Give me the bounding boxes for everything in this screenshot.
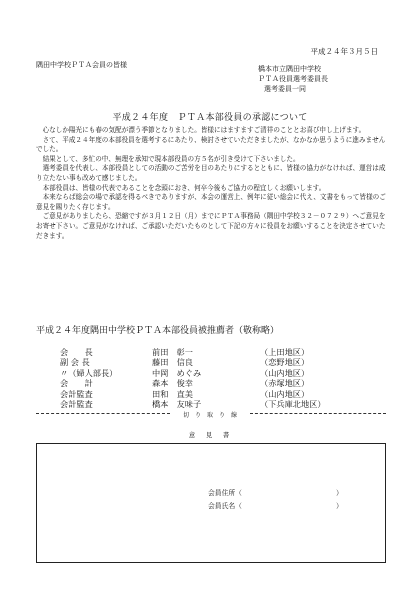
member-name-field[interactable]: [208, 500, 343, 510]
officer-role: 〃（婦人部長）: [60, 367, 118, 378]
member-name-label: 会員氏名（: [208, 502, 242, 510]
officer-list: [60, 347, 370, 409]
officer-row: [60, 389, 370, 399]
body-paragraph: 結果として、多忙の中、無理を承知で現本部役員の方５名が引き受けて下さいました。: [36, 154, 300, 163]
officer-area: （恋野地区）: [260, 357, 310, 368]
officer-area: （赤塚地区）: [260, 378, 310, 389]
officer-name: 森本 俊幸: [152, 378, 193, 389]
member-name-close: ）: [336, 502, 343, 510]
officer-row: [60, 357, 370, 367]
member-address-label: 会員住所（: [208, 489, 242, 497]
cut-line-right: [250, 413, 386, 414]
officer-row: [60, 399, 370, 409]
officer-row: [60, 347, 370, 357]
document-title: 平成２４年度 ＰＴＡ本部役員の承認について: [112, 113, 308, 123]
body-paragraph: 心なしか陽光にも春の気配が漂う季節となりました。皆様にはますますご清祥のこととお喜び申し上げます。: [36, 126, 366, 134]
body-paragraph: 本部役員は、皆様の代表であることを念頭におき、何卒今後もご協力の程宜しくお願いします。: [36, 183, 326, 192]
officer-name: 田和 直美: [152, 388, 193, 399]
officer-area: （山内地区）: [260, 388, 310, 399]
document-date: 平成２４年３月５日: [310, 47, 378, 56]
sender-committee-chair: ＰＴＡ役員選考委員長: [258, 75, 328, 83]
officer-role: 会 計: [60, 378, 93, 389]
officer-list-title: 平成２４年度隅田中学校ＰＴＡ本部役員被推薦者（敬称略）: [36, 326, 280, 336]
member-address-field[interactable]: [208, 487, 343, 497]
opinion-form-title: 意 見 書: [188, 431, 232, 439]
officer-name: 藤田 信良: [152, 357, 193, 368]
officer-area: （山内地区）: [260, 367, 310, 378]
officer-role: 会計監査: [60, 399, 93, 410]
officer-role: 会 長: [60, 347, 93, 357]
officer-area: （下兵庫北地区）: [260, 399, 326, 410]
sender-school: 橋本市立隅田中学校: [258, 65, 321, 73]
officer-row: [60, 378, 370, 388]
body-paragraph: 本来ならば総会の場で承認を得るべきでありますが、本会の運営上、例年に従い総会に代え、文書をもって皆様のご意見を賜りたく存じます。: [36, 193, 386, 211]
sender-block: [258, 64, 328, 94]
body-paragraph: ご意見がありましたら、恐縮ですが３月１２日（月）までにＰＴＡ事務局（隅田中学校３２－０７２９）へご意見をお寄せ下さい。ご意見がなければ、ご承認いただいたものとして下記の方々に役員をお願いすることを決定させていただきます。: [36, 212, 386, 240]
officer-area: （上田地区）: [260, 347, 310, 357]
officer-role: 副 会 長: [60, 357, 90, 368]
sender-committee-members: 選考委員一同: [264, 85, 306, 93]
member-address-close: ）: [336, 489, 343, 497]
body-text: [36, 126, 390, 241]
cut-line-label: 切 り 取 り 線: [182, 412, 237, 419]
officer-row: [60, 368, 370, 378]
officer-name: 中岡 めぐみ: [152, 367, 202, 378]
body-paragraph: 選考委員を代表し、本部役員としての活動のご苦労を目のあたりにするとともに、皆様の協力がなければ、運営は成り立たない事も改めて感じました。: [36, 164, 386, 182]
officer-role: 会計監査: [60, 388, 93, 399]
officer-name: 前田 彰一: [152, 347, 193, 357]
officer-name: 橋本 友味子: [152, 399, 202, 410]
addressee: 隅田中学校ＰＴＡ会員の皆様: [36, 61, 127, 69]
body-paragraph: さて、平成２４年度の本部役員を選考するにあたり、検討させていただきましたが、なかなか思うように進みませんでした。: [36, 135, 386, 154]
